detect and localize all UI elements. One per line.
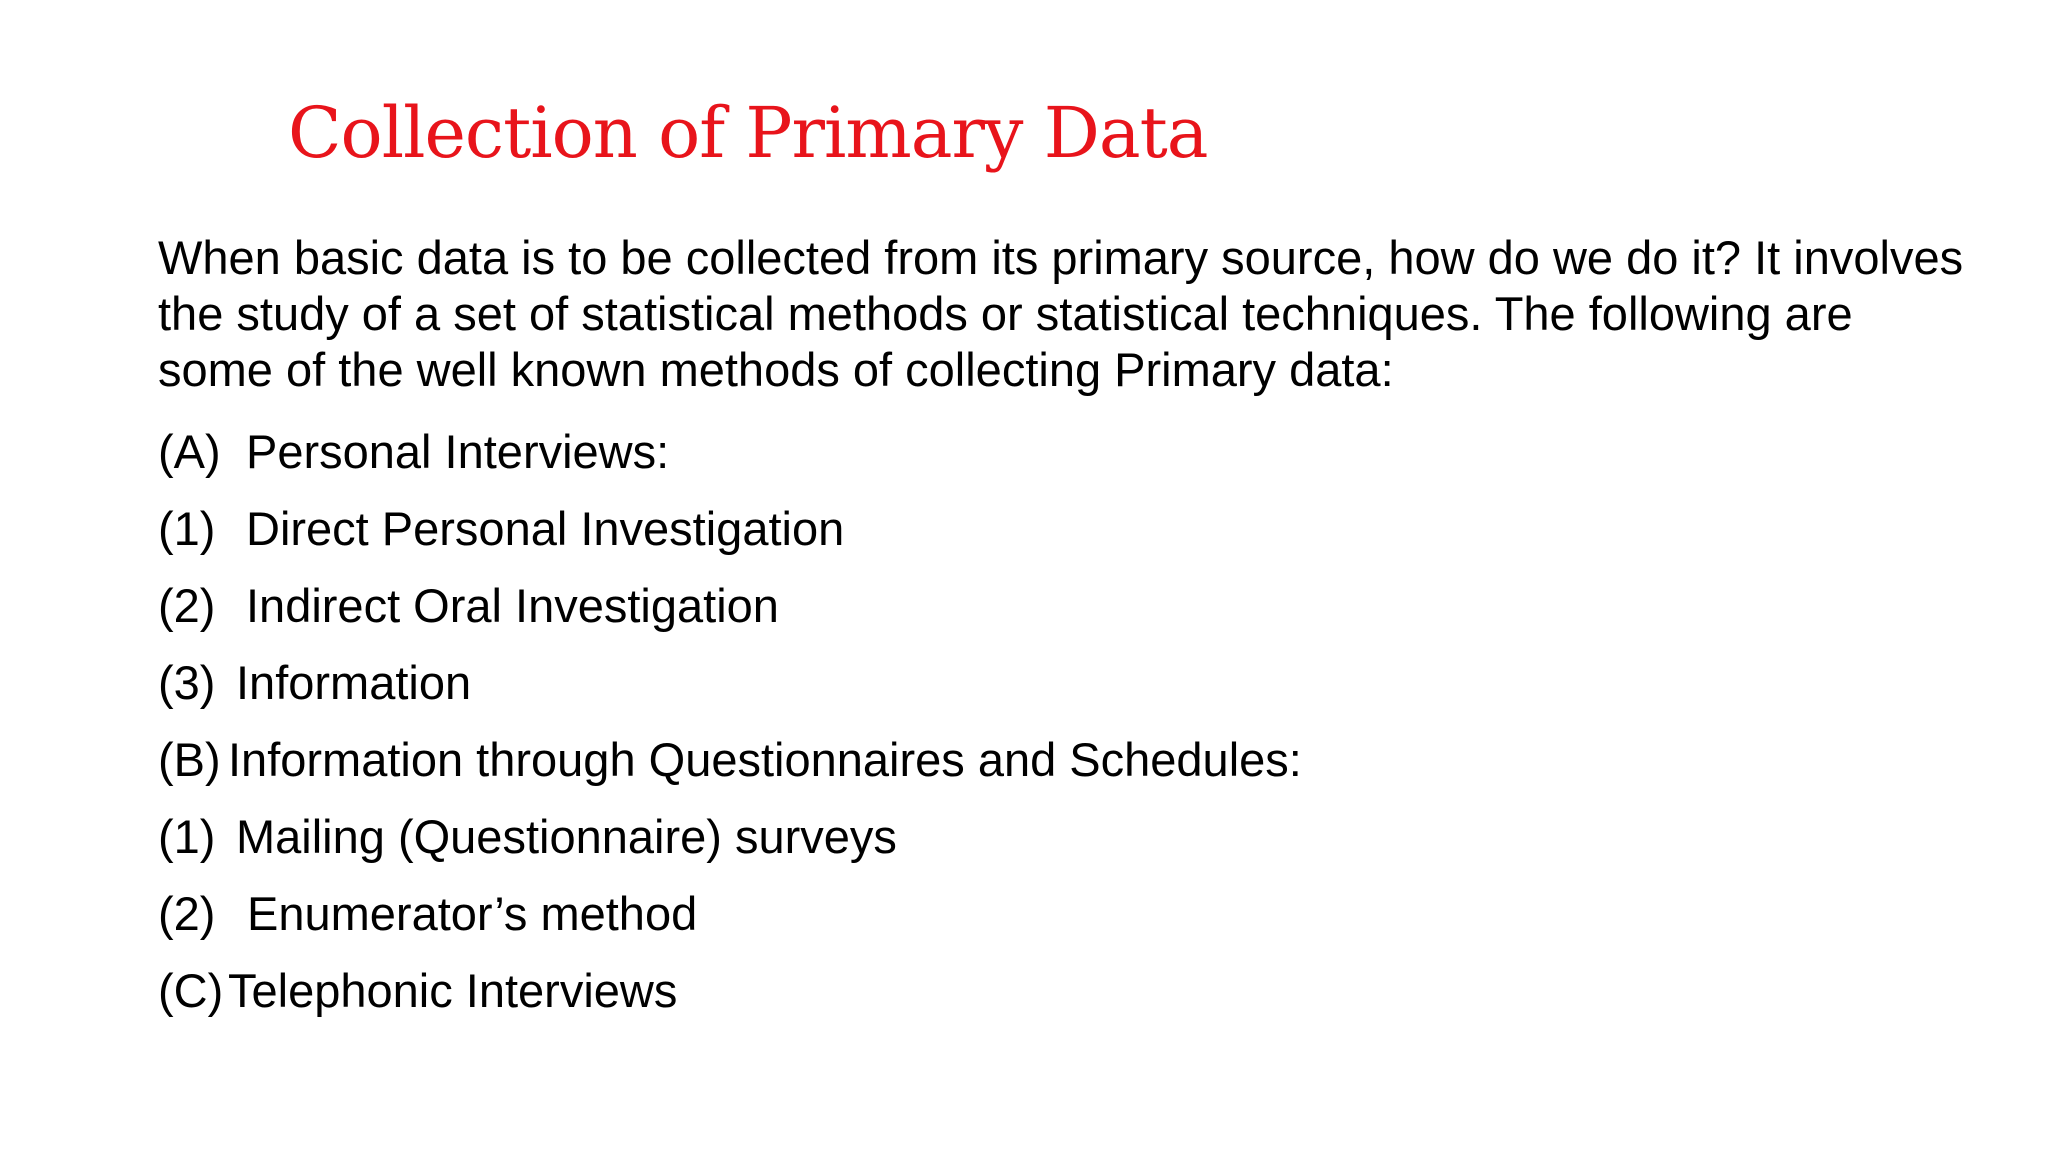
- list-item: [158, 886, 1978, 963]
- list-item: [158, 424, 1978, 501]
- list-item-text: Information: [236, 656, 472, 709]
- list-marker: (B): [158, 733, 221, 786]
- list-item-text: Direct Personal Investigation: [246, 502, 845, 555]
- list-marker: (2): [158, 887, 216, 940]
- list-marker: (A): [158, 425, 221, 478]
- list-item-text: Enumerator’s method: [247, 887, 698, 940]
- list-item-text: Personal Interviews:: [246, 425, 670, 478]
- list-item: [158, 501, 1978, 578]
- list-item: [158, 963, 1978, 1040]
- list-marker: (3): [158, 656, 216, 709]
- list-marker: (1): [158, 502, 216, 555]
- list-item: [158, 809, 1978, 886]
- list-item: [158, 732, 1978, 809]
- list-item-text: Mailing (Questionnaire) surveys: [236, 810, 897, 863]
- list-marker: (2): [158, 579, 216, 632]
- list-item-text: Information through Questionnaires and Schedules:: [228, 733, 1302, 786]
- intro-paragraph: When basic data is to be collected from its primary source, how do we do it? It involves the study of a set of statistical methods or statistical techniques. The following are some of the well known methods of collecting Primary data:: [158, 231, 1964, 396]
- list-item: [158, 578, 1978, 655]
- slide-title: Collection of Primary Data: [288, 92, 1208, 174]
- list-marker: (C): [158, 964, 224, 1017]
- list-item: [158, 655, 1978, 732]
- list-marker: (1): [158, 810, 216, 863]
- list-item-text: Indirect Oral Investigation: [246, 579, 779, 632]
- methods-list: [158, 424, 1978, 1040]
- list-item-text: Telephonic Interviews: [228, 964, 678, 1017]
